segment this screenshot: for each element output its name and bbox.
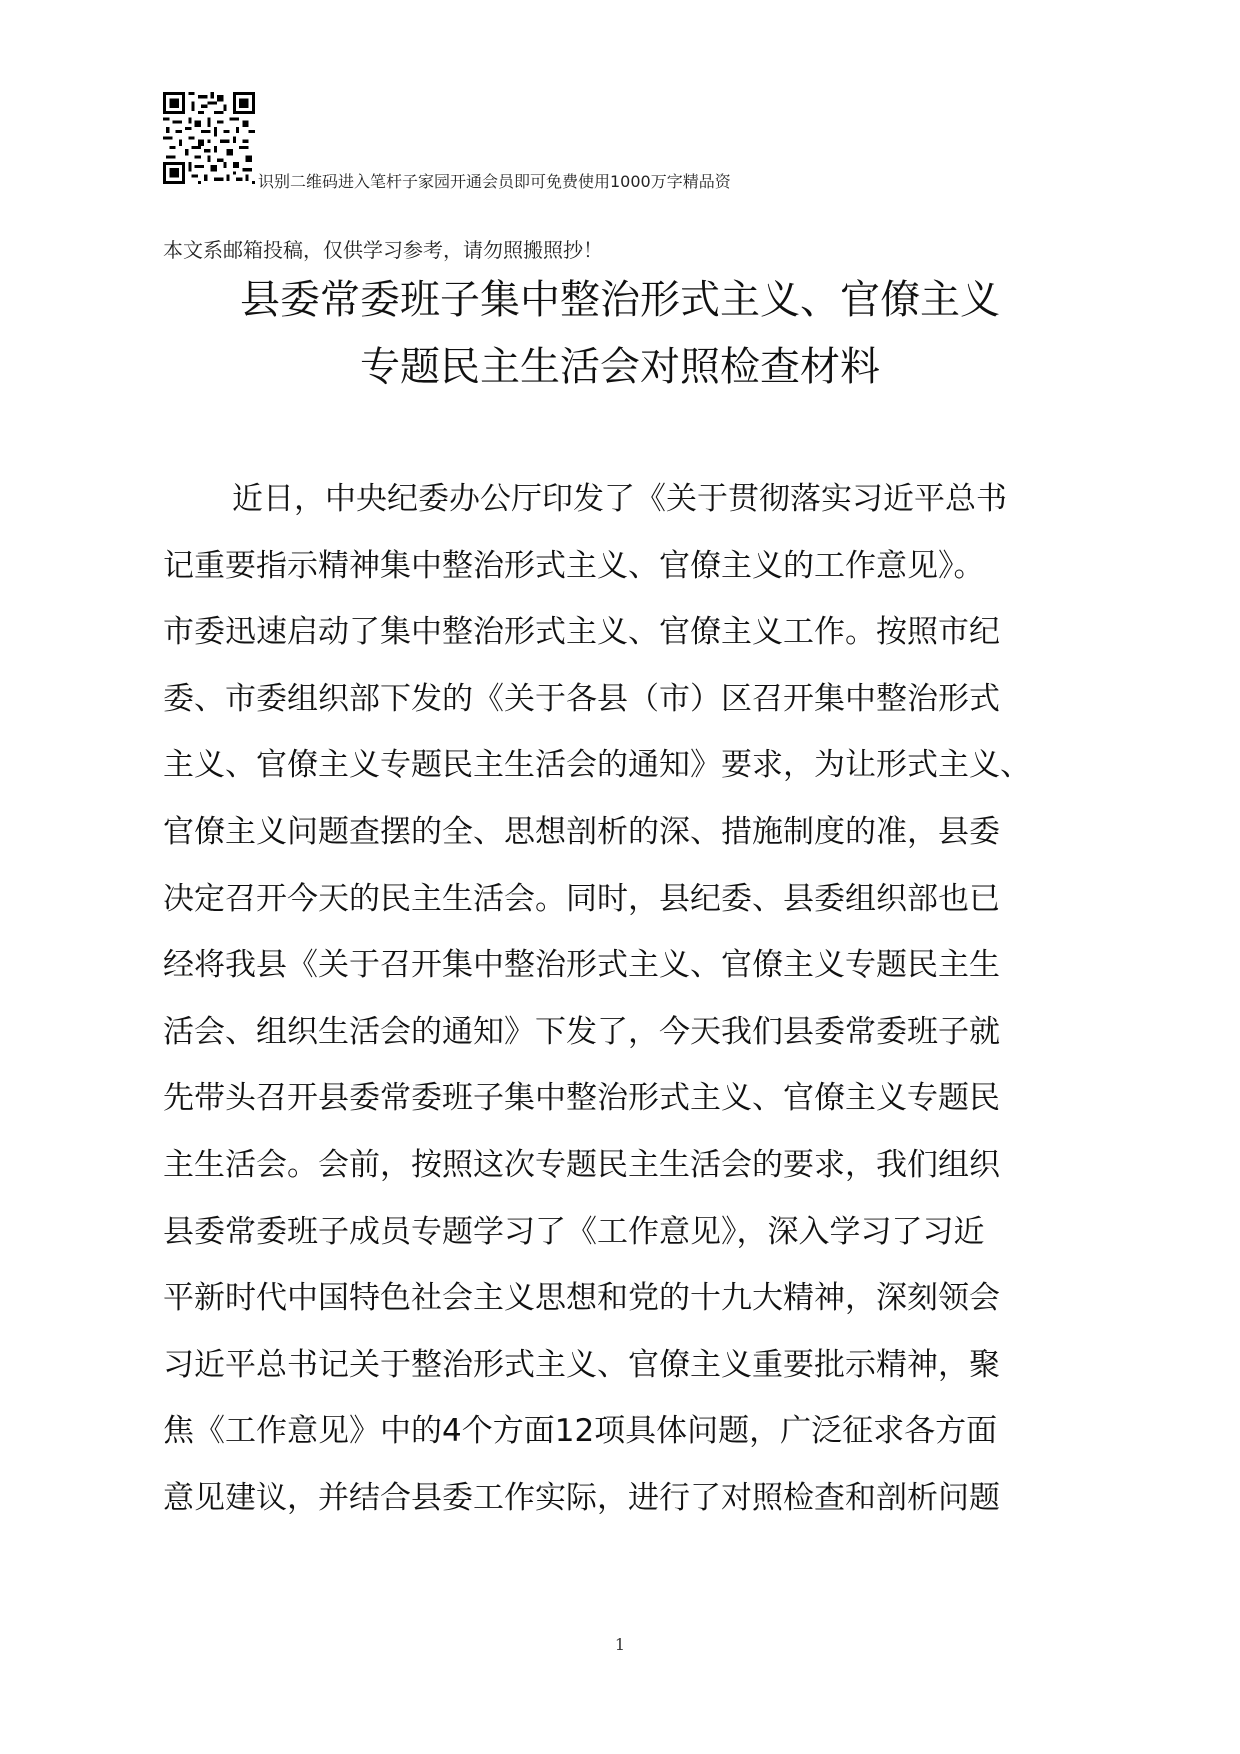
paragraph-line: 先带头召开县委常委班子集中整治形式主义、官僚主义专题民	[163, 1080, 1000, 1117]
paragraph-line: 市委迅速启动了集中整治形式主义、官僚主义工作。按照市纪	[163, 614, 1000, 651]
paragraph-line: 习近平总书记关于整治形式主义、官僚主义重要批示精神，聚	[163, 1346, 1000, 1383]
paragraph-line: 主义、官僚主义专题民主生活会的通知》要求，为让形式主义、	[163, 747, 1031, 784]
paragraph-line: 平新时代中国特色社会主义思想和党的十九大精神，深刻领会	[163, 1280, 1000, 1317]
document-title-line-1: 县委常委班子集中整治形式主义、官僚主义	[240, 277, 1000, 323]
paragraph-line: 意见建议，并结合县委工作实际，进行了对照检查和剖析问题	[163, 1479, 1000, 1516]
paragraph-line: 经将我县《关于召开集中整治形式主义、官僚主义专题民主生	[163, 947, 1000, 984]
paragraph-line: 记重要指示精神集中整治形式主义、官僚主义的工作意见》。	[163, 547, 985, 584]
qr-code-icon	[163, 92, 255, 184]
document-title-line-2: 专题民主生活会对照检查材料	[360, 344, 880, 390]
paragraph-line: 主生活会。会前，按照这次专题民主生活会的要求，我们组织	[163, 1146, 1000, 1183]
paragraph-line: 近日，中央纪委办公厅印发了《关于贯彻落实习近平总书	[232, 481, 1007, 517]
paragraph-line: 官僚主义问题查摆的全、思想剖析的深、措施制度的准，县委	[163, 813, 1000, 850]
paragraph-line: 委、市委组织部下发的《关于各县（市）区召开集中整治形式	[163, 680, 1000, 717]
page-number: 1	[614, 1635, 626, 1654]
paragraph-line: 焦《工作意见》中的4个方面12项具体问题，广泛征求各方面	[163, 1413, 998, 1450]
paragraph-line: 活会、组织生活会的通知》下发了，今天我们县委常委班子就	[163, 1013, 1000, 1050]
paragraph-line: 县委常委班子成员专题学习了《工作意见》，深入学习了习近	[163, 1213, 985, 1250]
paragraph-line: 决定召开今天的民主生活会。同时，县纪委、县委组织部也已	[163, 880, 1000, 917]
qr-code-caption: 识别二维码进入笔杆子家园开通会员即可免费使用1000万字精品资	[258, 172, 731, 191]
submission-notice: 本文系邮箱投稿，仅供学习参考，请勿照搬照抄！	[163, 238, 603, 262]
body-paragraph	[163, 466, 1103, 1532]
